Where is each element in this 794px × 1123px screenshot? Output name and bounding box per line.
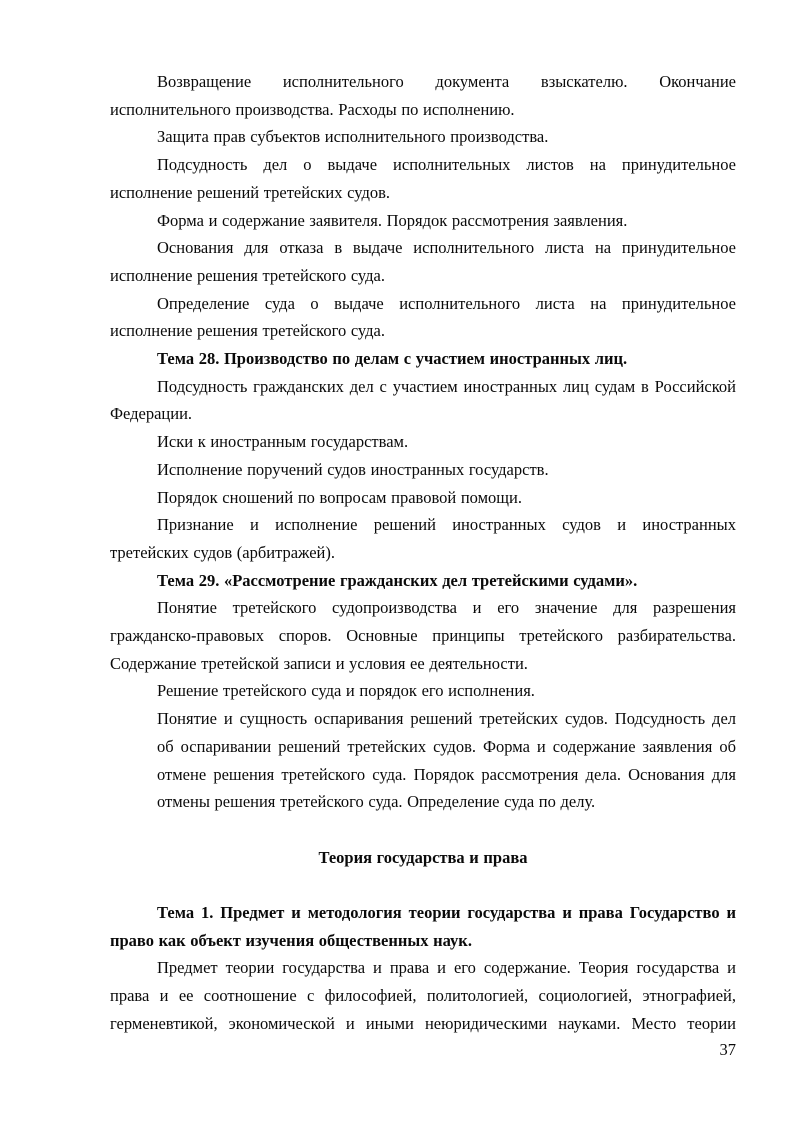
paragraph-execution-foreign-courts: Исполнение поручений судов иностранных государств. [157,459,549,479]
page-number: 37 [719,1040,736,1059]
paragraph-legal-assistance-relations: Порядок сношений по вопросам правовой помощи. [157,487,522,507]
paragraph-jurisdiction-foreign-persons: Подсудность гражданских дел с участием иностранных лиц судам в Российской Федерации. [110,376,736,424]
topic-29-heading: Тема 29. «Рассмотрение гражданских дел третейскими судами». [157,570,638,590]
paragraph-challenging-arbitration: Понятие и сущность оспаривания решений третейских судов. Подсудность дел об оспаривании решений третейских судов. Форма и содержание заявления об отмене решения третейского суда. Порядок рассмотрения дела. Основания для отмены решения третейского суда. Определение суда по делу. [157,709,736,812]
paragraph-arbitration-decision: Решение третейского суда и порядок его исполнения. [157,681,535,701]
topic-28-heading: Тема 28. Производство по делам с участием иностранных лиц. [157,349,628,369]
paragraph-subject-of-theory: Предмет теории государства и права и его содержание. Теория государства и права и ее соотношение с философией, политологией, социологией, этнографией, герменевтикой, экономической и иными неюридическими науками. Место теории [110,958,736,1033]
paragraph-grounds-for-refusal: Основания для отказа в выдаче исполнительного листа на принудительное исполнение решения третейского суда. [110,238,736,285]
paragraph-claims-foreign-states: Иски к иностранным государствам. [157,432,409,452]
topic-1-heading: Тема 1. Предмет и методология теории государства и права Государство и право как объект изучения общественных наук. [110,903,736,950]
paragraph-protection-of-rights: Защита прав субъектов исполнительного производства. [157,127,549,147]
paragraph-return-of-writ: Возвращение исполнительного документа взыскателю. Окончание исполнительного производства. Расходы по исполнению. [110,72,736,119]
section-title-theory-of-state-and-law: Теория государства и права [318,847,528,867]
paragraph-jurisdiction-writs: Подсудность дел о выдаче исполнительных листов на принудительное исполнение решений третейских судов. [110,155,736,202]
document-body [110,68,736,1038]
paragraph-recognition-foreign-judgments: Признание и исполнение решений иностранных судов и иностранных третейских судов (арбитражей). [110,515,736,562]
paragraph-court-ruling-writ: Определение суда о выдаче исполнительного листа на принудительное исполнение решения третейского суда. [110,293,736,341]
paragraph-form-and-content: Форма и содержание заявителя. Порядок рассмотрения заявления. [157,210,628,230]
paragraph-arbitration-concept: Понятие третейского судопроизводства и его значение для разрешения гражданско-правовых споров. Основные принципы третейского разбирательства. Содержание третейской записи и условия ее деятельности. [110,598,736,673]
